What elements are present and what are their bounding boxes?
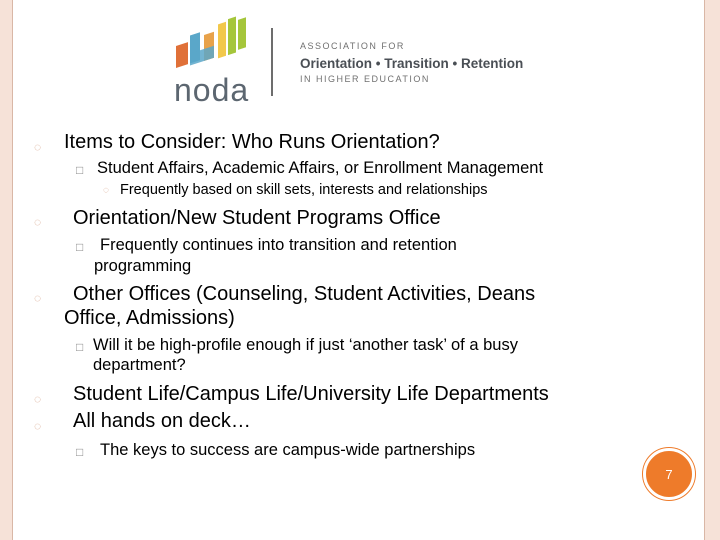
bullet-marker-icon: ◌ bbox=[34, 140, 42, 154]
bullet-item: All hands on deck… bbox=[73, 410, 251, 432]
bullet-item-continued: department? bbox=[93, 356, 186, 374]
bullet-item-continued: programming bbox=[94, 257, 192, 275]
bullet-item: Will it be high-profile enough if just ‘another task’ of a busy bbox=[93, 336, 518, 354]
logo-line-1: ASSOCIATION FOR bbox=[300, 41, 405, 51]
bullet-item: Student Affairs, Academic Affairs, or Enrollment Management bbox=[97, 159, 544, 177]
bullet-marker-icon: □ bbox=[76, 240, 84, 254]
bullet-item: Student Life/Campus Life/University Life Departments bbox=[73, 383, 549, 405]
bullet-marker-icon: ◌ bbox=[34, 291, 42, 305]
bullet-item: Frequently based on skill sets, interests and relationships bbox=[120, 182, 488, 198]
bullet-item: Frequently continues into transition and retention bbox=[100, 236, 457, 254]
bullet-item-continued: Office, Admissions) bbox=[64, 307, 235, 329]
page-number-badge bbox=[643, 448, 695, 500]
bullet-marker-icon: ◌ bbox=[34, 392, 42, 406]
bullet-marker-icon: ◌ bbox=[34, 215, 42, 229]
bullet-item: Items to Consider: Who Runs Orientation? bbox=[64, 131, 440, 153]
bullet-marker-icon: □ bbox=[76, 163, 84, 177]
logo-line-3: IN HIGHER EDUCATION bbox=[300, 74, 430, 84]
bullet-item: The keys to success are campus-wide partnerships bbox=[100, 441, 476, 459]
bullet-marker-icon: ◌ bbox=[34, 419, 42, 433]
page-number: 7 bbox=[665, 466, 673, 482]
logo-line-2: Orientation • Transition • Retention bbox=[300, 56, 524, 71]
bullet-item: Other Offices (Counseling, Student Activities, Deans bbox=[73, 283, 536, 305]
logo-wordmark: noda bbox=[174, 72, 250, 108]
bullet-marker-icon: □ bbox=[76, 340, 84, 354]
bullet-marker-icon: □ bbox=[76, 445, 84, 459]
bullet-item: Orientation/New Student Programs Office bbox=[73, 207, 441, 229]
bullet-marker-icon: ◌ bbox=[103, 185, 109, 196]
